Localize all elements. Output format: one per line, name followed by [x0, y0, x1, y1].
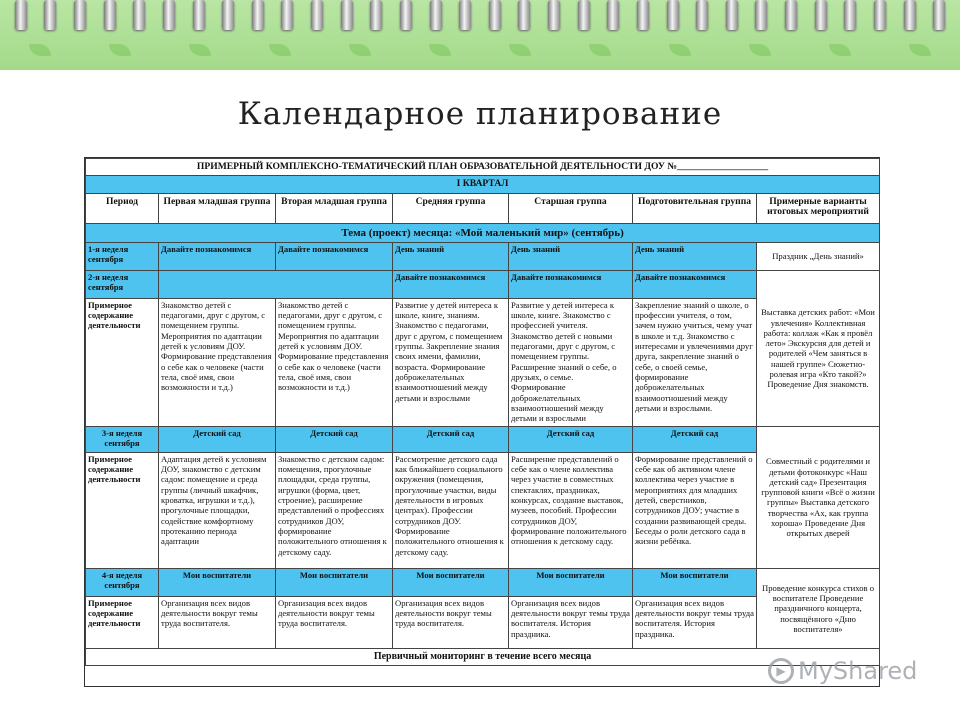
week-topic: Детский сад	[159, 426, 276, 452]
week-label: 3-я неделя сентября	[86, 426, 159, 452]
content-cell: Формирование представлений о себе как об активном члене коллектива через участие в мероприятиях для младших детей, сверстников, сотрудников ДОУ; участие в создании развивающей среды. Беседы о роли детского сада в жизни ребёнка.	[633, 452, 757, 568]
content-cell: Развитие у детей интереса к школе, книге, знаниям. Знакомство с педагогами, друг с другом, с помещением группы. Закрепление знания своих имени, фамилии, возраста. Формирование доброжелательных взаимоотношений между детьми и взрослыми	[393, 298, 509, 426]
week-topic: Мои воспитатели	[159, 568, 276, 596]
header-period: Период	[86, 193, 159, 223]
content-cell: Развитие у детей интереса к школе, книге. Знакомство с профессией учителя. Знакомство детей с новыми педагогами, друг с другом, с помещением группы. Расширение знаний о себе, о друзьях, о семье. Формирование доброжелательных взаимоотношений между детьми и взрослыми	[509, 298, 633, 426]
plan-document	[84, 157, 880, 687]
content-cell: Расширение представлений о себе как о члене коллектива через участие в совместных спектаклях, праздниках, конкурсах, создание выставок, музеев, пособий. Профессии сотрудников ДОУ, формирование положительного отношения к детскому саду.	[509, 452, 633, 568]
slide-title: Календарное планирование	[237, 96, 723, 132]
header-group-1: Первая младшая группа	[159, 193, 276, 223]
watermark-text: MyShared	[798, 657, 918, 685]
content-cell: Рассмотрение детского сада как ближайшего социального окружения (помещения, прогулочные участки, виды деятельности в игровых центрах). Профессии сотрудников ДОУ. Формирование положительного отношения к детскому саду.	[393, 452, 509, 568]
week-topic: Мои воспитатели	[276, 568, 393, 596]
header-group-5: Подготовительная группа	[633, 193, 757, 223]
plan-table	[85, 158, 880, 666]
header-final-events: Примерные варианты итоговых мероприятий	[757, 193, 880, 223]
week-topic: Детский сад	[509, 426, 633, 452]
header-group-2: Вторая младшая группа	[276, 193, 393, 223]
final-event: Совместный с родителями и детьми фотоконкурс «Наш детский сад» Презентация групповой книги «Всё о жизни группы» Выставка детского творчества «Ах, как группа хороша» Проведение Дня открытых дверей	[757, 426, 880, 568]
watermark	[768, 657, 917, 685]
week-topic: День знаний	[509, 242, 633, 270]
week-topic: Давайте познакомимся	[633, 270, 757, 298]
final-event: Выставка детских работ: «Мои увлечения» Коллективная работа: коллаж «Как я провёл лето» Экскурсия для детей и родителей «Чем заняться в нашей группе» Сюжетно-ролевая игра «Кто такой?» Проведение Дня знакомств.	[757, 270, 880, 426]
week-topic: Мои воспитатели	[633, 568, 757, 596]
month-theme: Тема (проект) месяца: «Мой маленький мир» (сентябрь)	[86, 223, 880, 242]
week-topic: Мои воспитатели	[393, 568, 509, 596]
quarter-title: I КВАРТАЛ	[86, 176, 880, 193]
week-topic: Мои воспитатели	[509, 568, 633, 596]
content-label: Примерное содержание деятельности	[86, 596, 159, 648]
header-group-3: Средняя группа	[393, 193, 509, 223]
content-cell: Организация всех видов деятельности вокруг темы труда воспитателя. История праздника.	[633, 596, 757, 648]
week-label: 2-я неделя сентября	[86, 270, 159, 298]
binder-rings	[0, 0, 960, 30]
content-cell: Знакомство с детским садом: помещения, прогулочные площадки, среда группы, игрушки (форма, цвет, строение), расширение представлений о профессиях сотрудников ДОУ, формирование положительного отношения к детскому саду.	[276, 452, 393, 568]
content-cell: Закрепление знаний о школе, о профессии учителя, о том, зачем нужно учиться, чему учат в школе и т.д. Знакомство с интересами и увлечениями друг друга, закрепление знаний о себе, о своей семье, формирование доброжелательных взаимоотношений между детьми и взрослыми.	[633, 298, 757, 426]
content-cell: Адаптация детей к условиям ДОУ, знакомство с детским садом: помещение и среда группы (личный шкафчик, кроватка, игрушки и т.д.), прогулочные площадки, содействие комфортному протеканию периода адаптации	[159, 452, 276, 568]
watermark-logo-icon: ▶	[768, 658, 794, 684]
week-topic: Давайте познакомимся	[393, 270, 509, 298]
week-topic-empty	[159, 270, 393, 298]
plan-title: ПРИМЕРНЫЙ КОМПЛЕКСНО-ТЕМАТИЧЕСКИЙ ПЛАН ОБРАЗОВАТЕЛЬНОЙ ДЕЯТЕЛЬНОСТИ ДОУ №___________________	[86, 159, 880, 176]
final-event: Проведение конкурса стихов о воспитателе Проведение праздничного концерта, посвящённого «Дню воспитателя»	[757, 568, 880, 648]
content-cell: Организация всех видов деятельности вокруг темы труда воспитателя.	[393, 596, 509, 648]
week-topic: Детский сад	[393, 426, 509, 452]
week-topic: Давайте познакомимся	[276, 242, 393, 270]
week-label: 4-я неделя сентября	[86, 568, 159, 596]
week-topic: Детский сад	[633, 426, 757, 452]
monitoring-row: Первичный мониторинг в течение всего месяца	[86, 648, 880, 665]
content-cell: Организация всех видов деятельности вокруг темы труда воспитателя.	[276, 596, 393, 648]
content-label: Примерное содержание деятельности	[86, 298, 159, 426]
content-cell: Организация всех видов деятельности вокруг темы труда воспитателя.	[159, 596, 276, 648]
week-topic: Детский сад	[276, 426, 393, 452]
week-topic: Давайте познакомимся	[509, 270, 633, 298]
header-group-4: Старшая группа	[509, 193, 633, 223]
week-topic: Давайте познакомимся	[159, 242, 276, 270]
content-cell: Знакомство детей с педагогами, друг с другом, с помещением группы. Мероприятия по адаптации детей к условиям ДОУ. Формирование представления о себе как о человеке (части тела, своё имя, свои возможности и т.д.)	[159, 298, 276, 426]
final-event: Праздник „День знаний»	[757, 242, 880, 270]
week-label: 1-я неделя сентября	[86, 242, 159, 270]
leaf-pattern	[0, 38, 960, 62]
decorative-top-strip	[0, 0, 960, 70]
content-label: Примерное содержание деятельности	[86, 452, 159, 568]
week-topic: День знаний	[393, 242, 509, 270]
week-topic: День знаний	[633, 242, 757, 270]
content-cell: Организация всех видов деятельности вокруг темы труда воспитателя. История праздника.	[509, 596, 633, 648]
content-cell: Знакомство детей с педагогами, друг с другом, с помещением группы. Мероприятия по адаптации детей к условиям ДОУ. Формирование представления о себе как о человеке (части тела, своё имя, свои возможности и т.д.)	[276, 298, 393, 426]
